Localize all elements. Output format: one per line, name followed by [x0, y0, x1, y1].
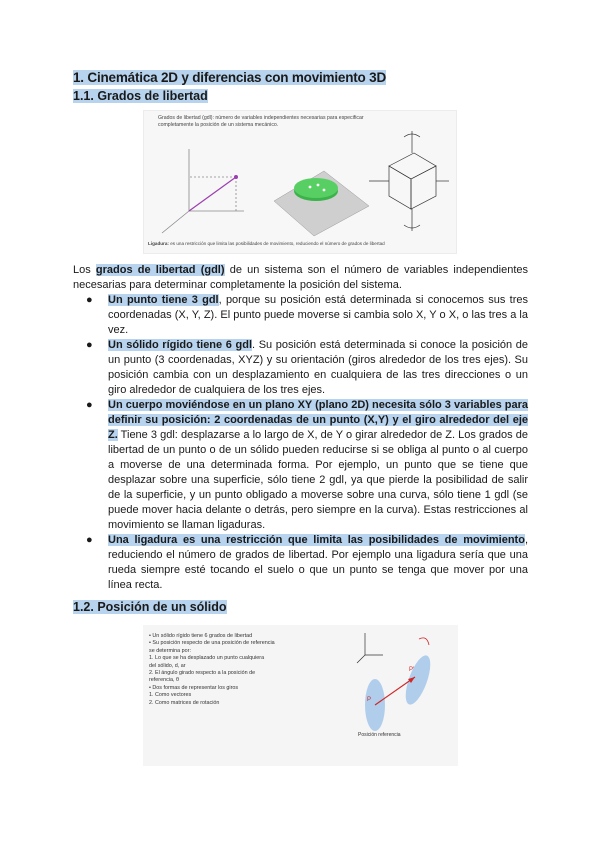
- degrees-of-freedom-figure: [143, 110, 457, 254]
- intro-paragraph: Los grados de libertad (gdl) de un sistema son el número de variables independientes necesarias para determinar completamente la posición del sistema.: [73, 264, 528, 291]
- subsection-heading-posicion: 1.2. Posición de un sólido: [73, 600, 227, 614]
- bullet-list: [73, 293, 528, 593]
- section-heading: 1. Cinemática 2D y diferencias con movimiento 3D: [73, 70, 387, 85]
- figure-caption: Posición referencia: [358, 732, 401, 738]
- rigid-body-diagram: [143, 625, 458, 766]
- figure-bullet-list: • Un sólido rígido tiene 6 grados de libertad • Su posición respecto de una posición de referencia se determina por: 1. Lo que se ha desplazado un punto cualquiera del sólido, d, ar 2. El ángulo girado respecto a la posición de referencia, θ • Dos formas de representar los giros 1. Como vectores 2. Como matrices de rotación: [149, 633, 275, 706]
- list-item: ● Una ligadura es una restricción que limita las posibilidades de movimiento, reduciendo el número de grados de libertad. Por ejemplo una ligadura sería que una rueda siempre esté tocando el suelo o que un punto se tenga que mover por una línea recta.: [86, 534, 528, 591]
- dof-illustration: [144, 111, 456, 253]
- list-item: ● Un punto tiene 3 gdl, porque su posición está determinada si conocemos sus tres coordenadas (X, Y, Z). El punto puede moverse si cambia solo X, Y o X, o las tres a la vez.: [86, 294, 528, 336]
- list-item: ● Un sólido rígido tiene 6 gdl. Su posición está determinada si conoce la posición de un punto (3 coordenadas, XYZ) y su orientación (giros alrededor de los tres ejes). Su posición cambia con un desplazamiento en cualquiera de las tres direcciones o un giro alrededor de cualquiera de los tres ejes.: [86, 339, 529, 396]
- point-p-label: P: [367, 697, 372, 703]
- point-p-prime-label: P': [409, 667, 415, 673]
- figure-caption-top: Grados de libertad (gdl): número de variables independientes necesarias para especificar completamente la posición de un sistema mecánico.: [158, 115, 364, 128]
- figure-caption-bottom: Ligadura: es una restricción que limita las posibilidades de movimiento, reduciendo el número de grados de libertad: [148, 241, 385, 246]
- subsection-heading-grados: 1.1. Grados de libertad: [73, 89, 208, 103]
- solid-position-figure: [143, 625, 458, 766]
- list-item: ● Un cuerpo moviéndose en un plano XY (plano 2D) necesita sólo 3 variables para definir su posición: 2 coordenadas de un punto (X,Y) y el giro alrededor del eje Z. Tiene 3 gdl: desplazarse a lo largo de X, de Y o girar alrededor de Z. Los grados de libertad de un punto o de un sólido pueden reducirse si se obliga al punto o al cuerpo a moverse de una determinada forma. Por ejemplo, un punto que se tiene que desplazar sobre una superficie, sólo tiene 2 gdl, ya que pierde la posibilidad de salir de la superficie, y un punto obligado a moverse sobre una curva, sólo tiene 1 gdl (se puede mover hacia delante o detrás, pero siempre en la curva). Estas restricciones al movimiento se llaman ligaduras.: [86, 399, 528, 531]
